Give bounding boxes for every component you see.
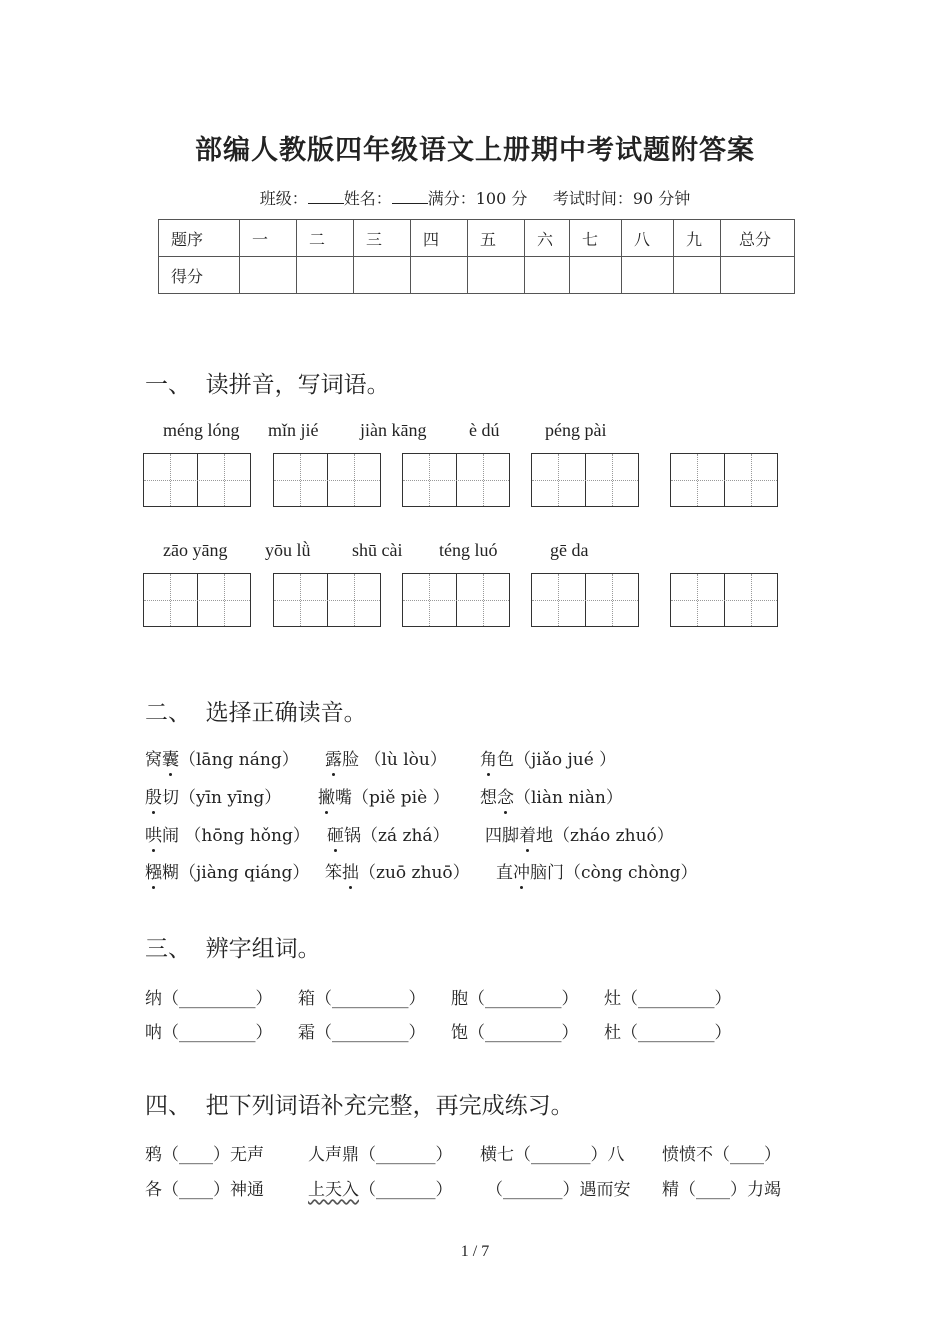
reading-item: 撇嘴（piě piè ） [318,788,450,808]
page-number: 1 / 7 [460,1243,490,1260]
name-blank [392,203,428,204]
section4-heading: 四、 把下列词语补充完整，再完成练习。 [145,1093,574,1119]
word-group-item[interactable]: 呐（_________） [145,1023,273,1043]
score-input-cell[interactable] [622,257,674,294]
idiom-item[interactable]: 人声鼎（_______） [308,1145,453,1165]
score-table [158,219,795,294]
reading-item: 想念（liàn niàn） [480,788,623,808]
reading-item: 砸锅（zá zhá） [327,826,450,846]
score-input-cell[interactable] [674,257,721,294]
idiom-item[interactable]: 上天入（_______） [308,1180,453,1200]
reading-item: 角色（jiǎo jué ） [480,750,617,770]
score-table-cell: 五 [468,220,525,257]
idiom-item[interactable]: 各（____）神通 [145,1180,264,1200]
name-label: 姓名： [343,189,392,208]
word-group-item[interactable]: 灶（_________） [604,989,732,1009]
writing-grid[interactable] [143,453,251,507]
reading-item: 殷切（yīn yīng） [145,788,282,808]
writing-grid[interactable] [531,453,639,507]
class-label: 班级： [259,189,308,208]
pinyin-label: yōu lǜ [265,540,311,560]
score-table-cell: 七 [570,220,622,257]
writing-grid[interactable] [402,453,510,507]
pinyin-label: è dú [469,420,500,440]
writing-grid[interactable] [531,573,639,627]
section3-heading: 三、 辨字组词。 [145,936,321,962]
score-table-cell: 四 [411,220,468,257]
score-input-cell[interactable] [525,257,570,294]
word-group-item[interactable]: 霜（_________） [298,1023,426,1043]
page-title: 部编人教版四年级语文上册期中考试题附答案 [195,135,755,166]
writing-grid[interactable] [402,573,510,627]
pinyin-label: shū cài [352,540,403,560]
reading-item: 哄闹 （hōng hǒng） [145,826,310,846]
pinyin-label: jiàn kāng [360,420,427,440]
reading-item: 笨拙（zuō zhuō） [325,863,470,883]
idiom-item[interactable]: 愤愤不（____） [662,1145,781,1165]
reading-item: 直冲脑门（còng chòng） [496,863,698,883]
score-table-cell: 总分 [721,220,795,257]
score-table-cell: 题序 [159,220,240,257]
score-input-cell[interactable] [468,257,525,294]
idiom-item[interactable]: 横七（_______）八 [480,1145,625,1165]
score-table-cell: 三 [354,220,411,257]
idiom-item[interactable]: 鸦（____）无声 [145,1145,264,1165]
idiom-item[interactable]: （_______）遇而安 [486,1180,631,1200]
writing-grid[interactable] [143,573,251,627]
writing-grid[interactable] [273,453,381,507]
pinyin-label: zāo yāng [163,540,228,560]
score-table-header-row [159,220,795,257]
reading-item: 糨糊（jiàng qiáng） [145,863,310,883]
score-table-cell: 得分 [159,257,240,294]
score-input-cell[interactable] [570,257,622,294]
writing-grid[interactable] [670,573,778,627]
score-table-score-row [159,257,795,294]
reading-item: 露脸 （lù lòu） [325,750,447,770]
pinyin-label: gē da [550,540,589,560]
exam-time: 考试时间：90 分钟 [552,189,691,208]
score-input-cell[interactable] [297,257,354,294]
pinyin-label: téng luó [439,540,498,560]
word-group-item[interactable]: 饱（_________） [451,1023,579,1043]
score-table-cell: 九 [674,220,721,257]
score-input-cell[interactable] [411,257,468,294]
word-group-item[interactable]: 胞（_________） [451,989,579,1009]
score-input-cell[interactable] [721,257,795,294]
word-group-item[interactable]: 纳（_________） [145,989,273,1009]
writing-grid[interactable] [670,453,778,507]
reading-item: 四脚着地（zháo zhuó） [485,826,674,846]
score-table-cell: 二 [297,220,354,257]
section2-heading: 二、 选择正确读音。 [145,700,367,726]
score-table-cell: 八 [622,220,674,257]
word-group-item[interactable]: 杜（_________） [604,1023,732,1043]
class-blank [308,203,344,204]
score-table-cell: 一 [240,220,297,257]
reading-item: 窝囊（lāng náng） [145,750,299,770]
full-score: 满分：100 分 [427,189,528,208]
writing-grid[interactable] [273,573,381,627]
idiom-item[interactable]: 精（____）力竭 [662,1180,781,1200]
score-table-cell: 六 [525,220,570,257]
section1-heading: 一、 读拼音，写词语。 [145,372,390,398]
pinyin-label: méng lóng [163,420,240,440]
exam-meta [0,186,950,209]
word-group-item[interactable]: 箱（_________） [298,989,426,1009]
pinyin-label: péng pài [545,420,607,440]
score-input-cell[interactable] [240,257,297,294]
pinyin-label: mǐn jié [268,420,319,440]
score-input-cell[interactable] [354,257,411,294]
